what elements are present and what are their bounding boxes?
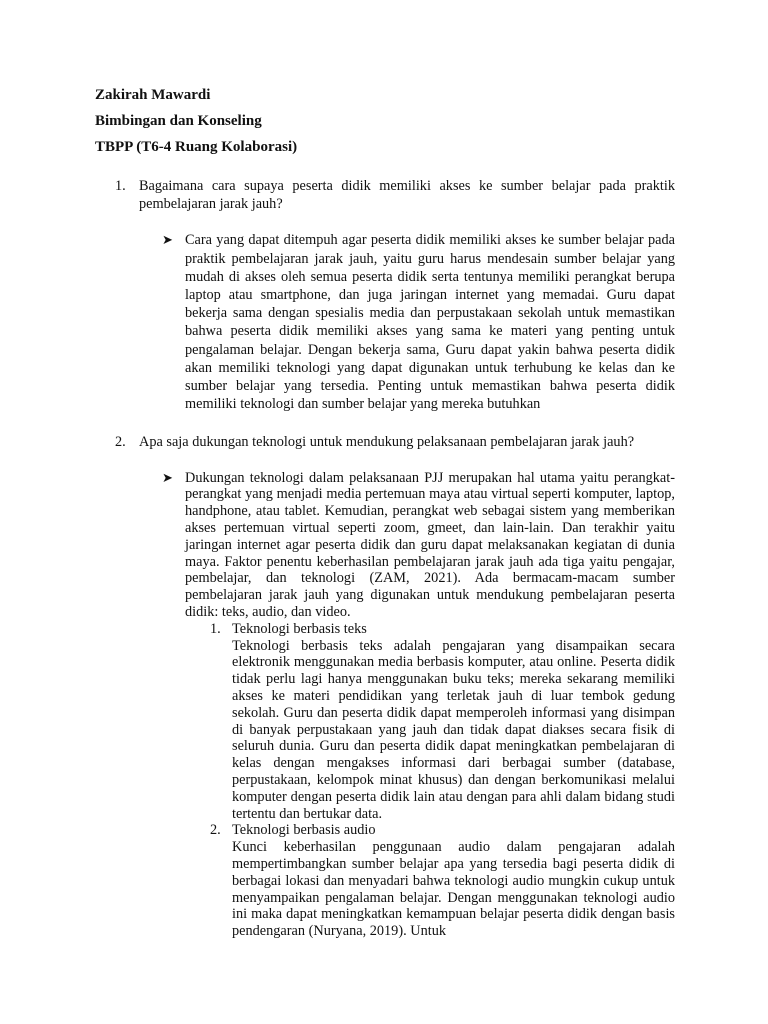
answer-text: Dukungan teknologi dalam pelaksanaan PJJ merupakan hal utama yaitu perangkat-perangkat yang menjadi media pertemuan maya atau virtual seperti komputer, laptop, handphone, atau tablet. Kemudian, perangkat web sebagai sistem yang memberikan akses pertemuan virtual seperti zoom, gmeet, dan lain-lain. Dan terakhir yaitu jaringan internet agar peserta didik dan guru dapat melaksanakan kegiatan di dunia maya. Faktor penentu keberhasilan pembelajaran jarak jauh ada tiga yaitu pengajar, pembelajar, dan teknologi (ZAM, 2021). Ada bermacam-macam sumber pembelajaran jarak jauh yang digunakan untuk mendukung pembelajaran peserta didik: teks, audio, dan video. — [185, 469, 675, 621]
list-item-title: Teknologi berbasis teks — [232, 620, 367, 637]
answer-1 — [162, 231, 675, 413]
question-1 — [95, 177, 675, 213]
question-2 — [95, 433, 675, 451]
program-name: Bimbingan dan Konseling — [95, 113, 262, 129]
question-block-2 — [95, 433, 675, 940]
list-item-title: Teknologi berbasis audio — [232, 822, 376, 839]
list-item — [185, 822, 675, 940]
question-text: Bagaimana cara supaya peserta didik memiliki akses ke sumber belajar pada praktik pembelajaran jarak jauh? — [139, 178, 675, 213]
arrowhead-bullet-icon: ➤ — [162, 469, 173, 485]
question-number: 1. — [115, 178, 126, 194]
document-body — [95, 177, 675, 940]
technology-list — [185, 621, 675, 940]
list-item-number: 2. — [210, 822, 221, 839]
document-header — [95, 86, 685, 164]
question-number: 2. — [115, 434, 126, 451]
list-item-body: Kunci keberhasilan penggunaan audio dalam pengajaran adalah mempertimbangkan sumber belajar apa yang tersedia bagi peserta didik di berbagai lokasi dan menyadari bahwa teknologi audio mungkin cukup untuk menyampaikan pengalaman belajar. Dengan menggunakan teknologi audio ini maka dapat meningkatkan kemampuan belajar peserta didik dengan basis pendengaran (Nuryana, 2019). Untuk — [232, 839, 675, 940]
question-text: Apa saja dukungan teknologi untuk mendukung pelaksanaan pembelajaran jarak jauh? — [139, 434, 635, 451]
answer-2 — [162, 470, 675, 621]
list-item-body: Teknologi berbasis teks adalah pengajaran yang disampaikan secara elektronik menggunakan media berbasis komputer, atau online. Peserta didik tidak perlu lagi hanya menggunakan buku teks; mereka sekarang memiliki akses ke materi pendidikan yang terletak jauh di luar tembok gedung sekolah. Guru dan peserta didik dapat memperoleh informasi yang disimpan di banyak perpustakaan yang jauh dan tidak dapat diakses secara fisik di seluruh dunia. Guru dan peserta didik dapat meningkatkan pembelajaran di kelas dengan mengakses informasi dari berbagai sumber (database, perpustakaan, kelompok minat khusus) dan dengan berkomunikasi melalui komputer dengan peserta didik lain atau dengan para ahli dalam bidang studi tertentu dan bertukar data. — [232, 637, 675, 822]
list-item-number: 1. — [210, 620, 221, 637]
list-item — [185, 621, 675, 823]
arrowhead-bullet-icon: ➤ — [162, 232, 173, 248]
author-name: Zakirah Mawardi — [95, 87, 211, 103]
answer-text: Cara yang dapat ditempuh agar peserta didik memiliki akses ke sumber belajar pada praktik pembelajaran jarak jauh, yaitu guru harus mendesain sumber belajar yang mudah di akses oleh semua peserta didik serta tentunya memiliki perangkat berupa laptop atau smartphone, dan juga jaringan internet yang memadai. Guru dapat bekerja sama dengan spesialis media dan perpustakaan sekolah untuk memastikan bahwa peserta didik memiliki akses yang sama ke materi yang penting untuk pengalaman belajar. Dengan bekerja sama, Guru dapat yakin bahwa peserta didik akan memiliki teknologi yang dapat digunakan untuk terhubung ke kelas dan ke sumber belajar yang tersedia. Penting untuk memastikan bahwa peserta didik memiliki teknologi dan sumber belajar yang mereka butuhkan — [185, 232, 675, 413]
question-block-1 — [95, 177, 675, 413]
class-name: TBPP (T6-4 Ruang Kolaborasi) — [95, 139, 298, 155]
